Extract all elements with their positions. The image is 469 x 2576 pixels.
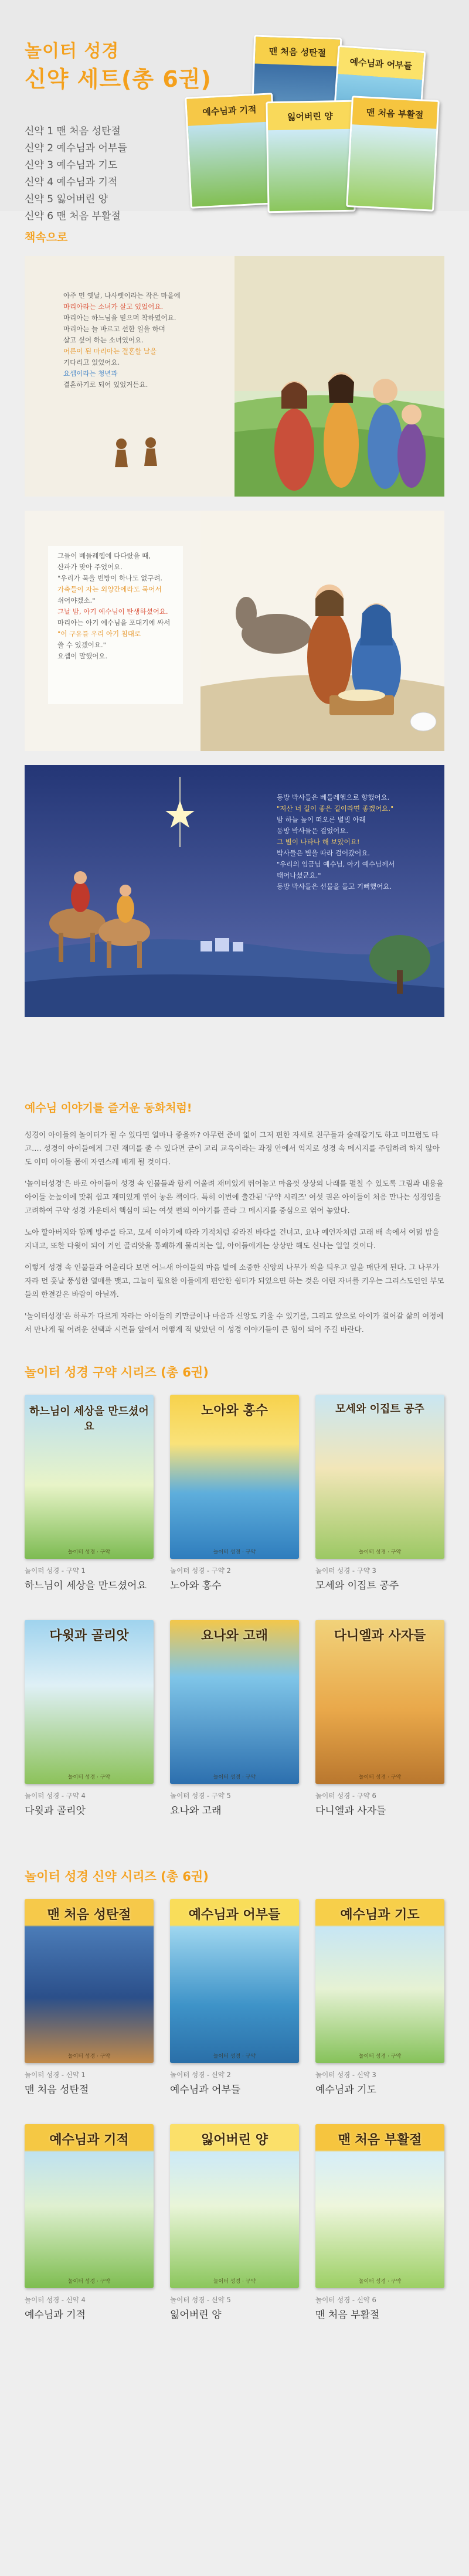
- book-series-label: 놀이터 성경 - 신약 1: [25, 2071, 86, 2079]
- spread-annunciation: [25, 256, 444, 497]
- intro-paragraph: 노아 할아버지와 함께 방주를 타고, 모세 이야기에 따라 기적처럼 갈라진 바다를 건너고, 요나 예언자처럼 고래 배 속에서 여덟 밤을 지내고, 또한 다윗이 되어 거인 골리앗을 통쾌하게 물리치는 일, 아이들에게는 상상만 해도 신나는 일일 것이다.: [25, 1228, 440, 1250]
- volume-item: 신약 5 잃어버린 양: [25, 193, 108, 205]
- book-card[interactable]: [315, 1395, 444, 1592]
- new-series-grid: [25, 1899, 444, 2350]
- book-series-label: 놀이터 성경 - 구약 3: [315, 1566, 376, 1575]
- book-title[interactable]: 예수님과 어부들: [170, 2084, 241, 2096]
- product-header: [0, 0, 469, 222]
- book-cover[interactable]: 맨 처음 성탄절 놀이터 성경 · 구약: [25, 1899, 154, 2063]
- book-title[interactable]: 노아와 홍수: [170, 1580, 222, 1592]
- book-series-label: 놀이터 성경 - 신약 6: [315, 2296, 376, 2304]
- book-cover[interactable]: 맨 처음 부활절 놀이터 성경 · 구약: [315, 2124, 444, 2288]
- book-card[interactable]: [170, 1395, 299, 1592]
- book-title[interactable]: 예수님과 기적: [25, 2309, 86, 2321]
- book-card[interactable]: [170, 1620, 299, 1817]
- spread-magi: [25, 765, 444, 1017]
- intro-section: [0, 1099, 469, 1336]
- book-title[interactable]: 예수님과 기도: [315, 2084, 376, 2096]
- volume-item: 신약 3 예수님과 기도: [25, 159, 118, 171]
- intro-paragraph: 성경이 아이들의 놀이터가 될 수 있다면 얼마나 좋을까? 아무런 준비 없이 그저 편한 자세로 친구들과 술래잡기도 하고 미끄럼도 타고…. 성경이 아이들에게 그런 재미를 줄 수 있다면 굳이 교리 교육이라는 과정 안에서 억지로 성경 속 메시지를 주입하려 하지 않아도 이미 아이들 몸에 자연스레 배게 될 것이다.: [25, 1130, 440, 1166]
- book-title[interactable]: 하느님이 세상을 만드셨어요: [25, 1580, 147, 1592]
- book-title[interactable]: 모세와 이집트 공주: [315, 1580, 399, 1592]
- book-title[interactable]: 맨 처음 부활절: [315, 2309, 380, 2321]
- book-series-label: 놀이터 성경 - 신약 3: [315, 2071, 376, 2079]
- book-series-label: 놀이터 성경 - 신약 4: [25, 2296, 86, 2304]
- book-series-label: 놀이터 성경 - 구약 2: [170, 1566, 231, 1575]
- book-title[interactable]: 요나와 고래: [170, 1805, 222, 1817]
- set-title: 신약 세트(총 6권): [25, 66, 212, 92]
- book-card[interactable]: [25, 1395, 154, 1592]
- book-title[interactable]: 다니엘과 사자들: [315, 1805, 386, 1817]
- stack-cover: 잃어버린 양: [266, 100, 355, 213]
- old-series-grid: [25, 1395, 444, 1846]
- book-card[interactable]: [170, 1899, 299, 2096]
- book-cover[interactable]: 모세와 이집트 공주 놀이터 성경 · 구약: [315, 1395, 444, 1559]
- book-cover[interactable]: 예수님과 어부들 놀이터 성경 · 구약: [170, 1899, 299, 2063]
- book-series-label: 놀이터 성경 - 구약 4: [25, 1792, 86, 1800]
- stack-cover: 맨 처음 성탄절: [250, 35, 342, 149]
- book-series-label: 놀이터 성경 - 신약 2: [170, 2071, 231, 2079]
- volume-item: 신약 6 맨 처음 부활절: [25, 210, 121, 222]
- stack-cover: 예수님과 기적: [185, 93, 278, 209]
- stack-cover: 맨 처음 부활절: [346, 96, 440, 212]
- book-cover[interactable]: 하느님이 세상을 만드셨어요 놀이터 성경 · 구약: [25, 1395, 154, 1559]
- book-card[interactable]: [315, 1899, 444, 2096]
- stack-cover: 예수님과 어부들: [331, 45, 426, 162]
- book-series-label: 놀이터 성경 - 구약 5: [170, 1792, 231, 1800]
- book-card[interactable]: [25, 2124, 154, 2321]
- preview-heading: 책속으로: [25, 231, 68, 244]
- book-cover[interactable]: 잃어버린 양 놀이터 성경 · 구약: [170, 2124, 299, 2288]
- volume-list: [25, 123, 127, 225]
- book-cover[interactable]: 요나와 고래 놀이터 성경 · 구약: [170, 1620, 299, 1784]
- spread3-text: 동방 박사들은 베들레헴으로 향했어요. "저산 너 길이 좋은 길이라면 좋겠어요." 밤 하늘 높이 떠오른 별빛 아래 동방 박사들은 걸었어요. 그 별이 나타나 해 보았어요! 박사들은 별을 따라 걸어갔어요. "우리의 임금님 예수님, 아기 예수님께서 태어나셨군요." 동방 박사들은 선물을 들고 기뻐했어요.: [277, 793, 395, 891]
- new-series-title: 놀이터 성경 신약 시리즈 (총 6권): [25, 1870, 209, 1884]
- book-card[interactable]: [25, 1620, 154, 1817]
- book-title[interactable]: 잃어버린 양: [170, 2309, 222, 2321]
- volume-item: 신약 1 맨 처음 성탄절: [25, 125, 121, 137]
- brand-title: 놀이터 성경: [25, 41, 120, 62]
- book-series-label: 놀이터 성경 - 구약 6: [315, 1792, 376, 1800]
- spread-nativity: [25, 511, 444, 751]
- book-cover[interactable]: 예수님과 기적 놀이터 성경 · 구약: [25, 2124, 154, 2288]
- book-title[interactable]: 맨 처음 성탄절: [25, 2084, 89, 2096]
- cover-stack-image: [188, 36, 446, 212]
- intro-title: 예수님 이야기를 즐거운 동화처럼!: [25, 1102, 192, 1114]
- book-card[interactable]: [170, 2124, 299, 2321]
- book-series-label: 놀이터 성경 - 신약 5: [170, 2296, 231, 2304]
- book-title[interactable]: 다윗과 골리앗: [25, 1805, 86, 1817]
- intro-paragraph: '놀이터성경'은 바로 아이들이 성경 속 인물들과 함께 어울려 재미있게 뛰어놀고 마음껏 상상의 나래를 펼칠 수 있도록 그림과 내용을 아이들 눈높이에 맞춰 쉽고 재미있게 엮어 놓은 책이다. 특히 이번에 출간된 '구약 시리즈' 여섯 권은 아이들이 처음 만나는 성경임을 고려하여 구약 성경 가운데서 핵심이 되는 여섯 편의 이야기를 골라 그 메시지를 중심으로 엮어 놓았다.: [25, 1179, 444, 1215]
- book-cover[interactable]: 예수님과 기도 놀이터 성경 · 구약: [315, 1899, 444, 2063]
- book-cover[interactable]: 다니엘과 사자들 놀이터 성경 · 구약: [315, 1620, 444, 1784]
- old-series-title: 놀이터 성경 구약 시리즈 (총 6권): [25, 1365, 209, 1379]
- spread1-text: 아주 먼 옛날, 나사렛이라는 작은 마을에 마리아라는 소녀가 살고 있었어요. 마리아는 하느님을 믿으며 착하였어요. 마리아는 늘 바르고 선한 일을 하며 살고 싶어 하는 소녀였어요. 어른이 된 마리아는 결혼할 날을 기다리고 있었어요. 요셉이라는 청년과 결혼하기로 되어 있었거든요.: [63, 291, 181, 389]
- book-cover[interactable]: 다윗과 골리앗 놀이터 성경 · 구약: [25, 1620, 154, 1784]
- spread2-text: 그들이 베들레헴에 다다랐을 때, 산파가 맞아 주었어요. "우리가 묵을 빈방이 하나도 없구려. 가축들이 자는 외양간에라도 묵어서 쉬어야겠소." 그날 밤, 아기 예수님이 탄생하셨어요. 마리아는 아기 예수님을 포대기에 싸서 "이 구유를 우리 아기 침대로 쓸 수 있겠어요." 요셉이 말했어요.: [57, 552, 171, 660]
- book-cover[interactable]: 노아와 홍수 놀이터 성경 · 구약: [170, 1395, 299, 1559]
- volume-item: 신약 4 예수님과 기적: [25, 176, 118, 188]
- book-card[interactable]: [25, 1899, 154, 2096]
- book-card[interactable]: [315, 2124, 444, 2321]
- volume-item: 신약 2 예수님과 어부들: [25, 142, 127, 154]
- book-series-label: 놀이터 성경 - 구약 1: [25, 1566, 86, 1575]
- book-card[interactable]: [315, 1620, 444, 1817]
- intro-paragraph: 이렇게 성경 속 인물들과 어울리다 보면 어느새 아이들의 마음 밭에 소중한 신앙의 나무가 싹을 틔우고 잎을 매단게 된다. 그 나무가 자라 먼 훗날 풍성한 열매를 맺고, 그늘이 필요한 이들에게 편안한 쉼터가 되었으면 하는 것은 어린 자녀를 키우는 그리스도인인 부모들의 한결같은 바람이 아닐까.: [25, 1263, 444, 1299]
- intro-paragraph: '놀이터성경'은 하루가 다르게 자라는 아이들의 키만큼이나 마음과 신앙도 키울 수 있기를, 그리고 앞으로 아이가 걸어갈 삶의 여정에서 만나게 될 어려운 선택과 시련들 앞에서 어떻게 적 맞았던 이 성경 이야기들이 큰 힘이 되어 주길 바란다.: [25, 1311, 444, 1334]
